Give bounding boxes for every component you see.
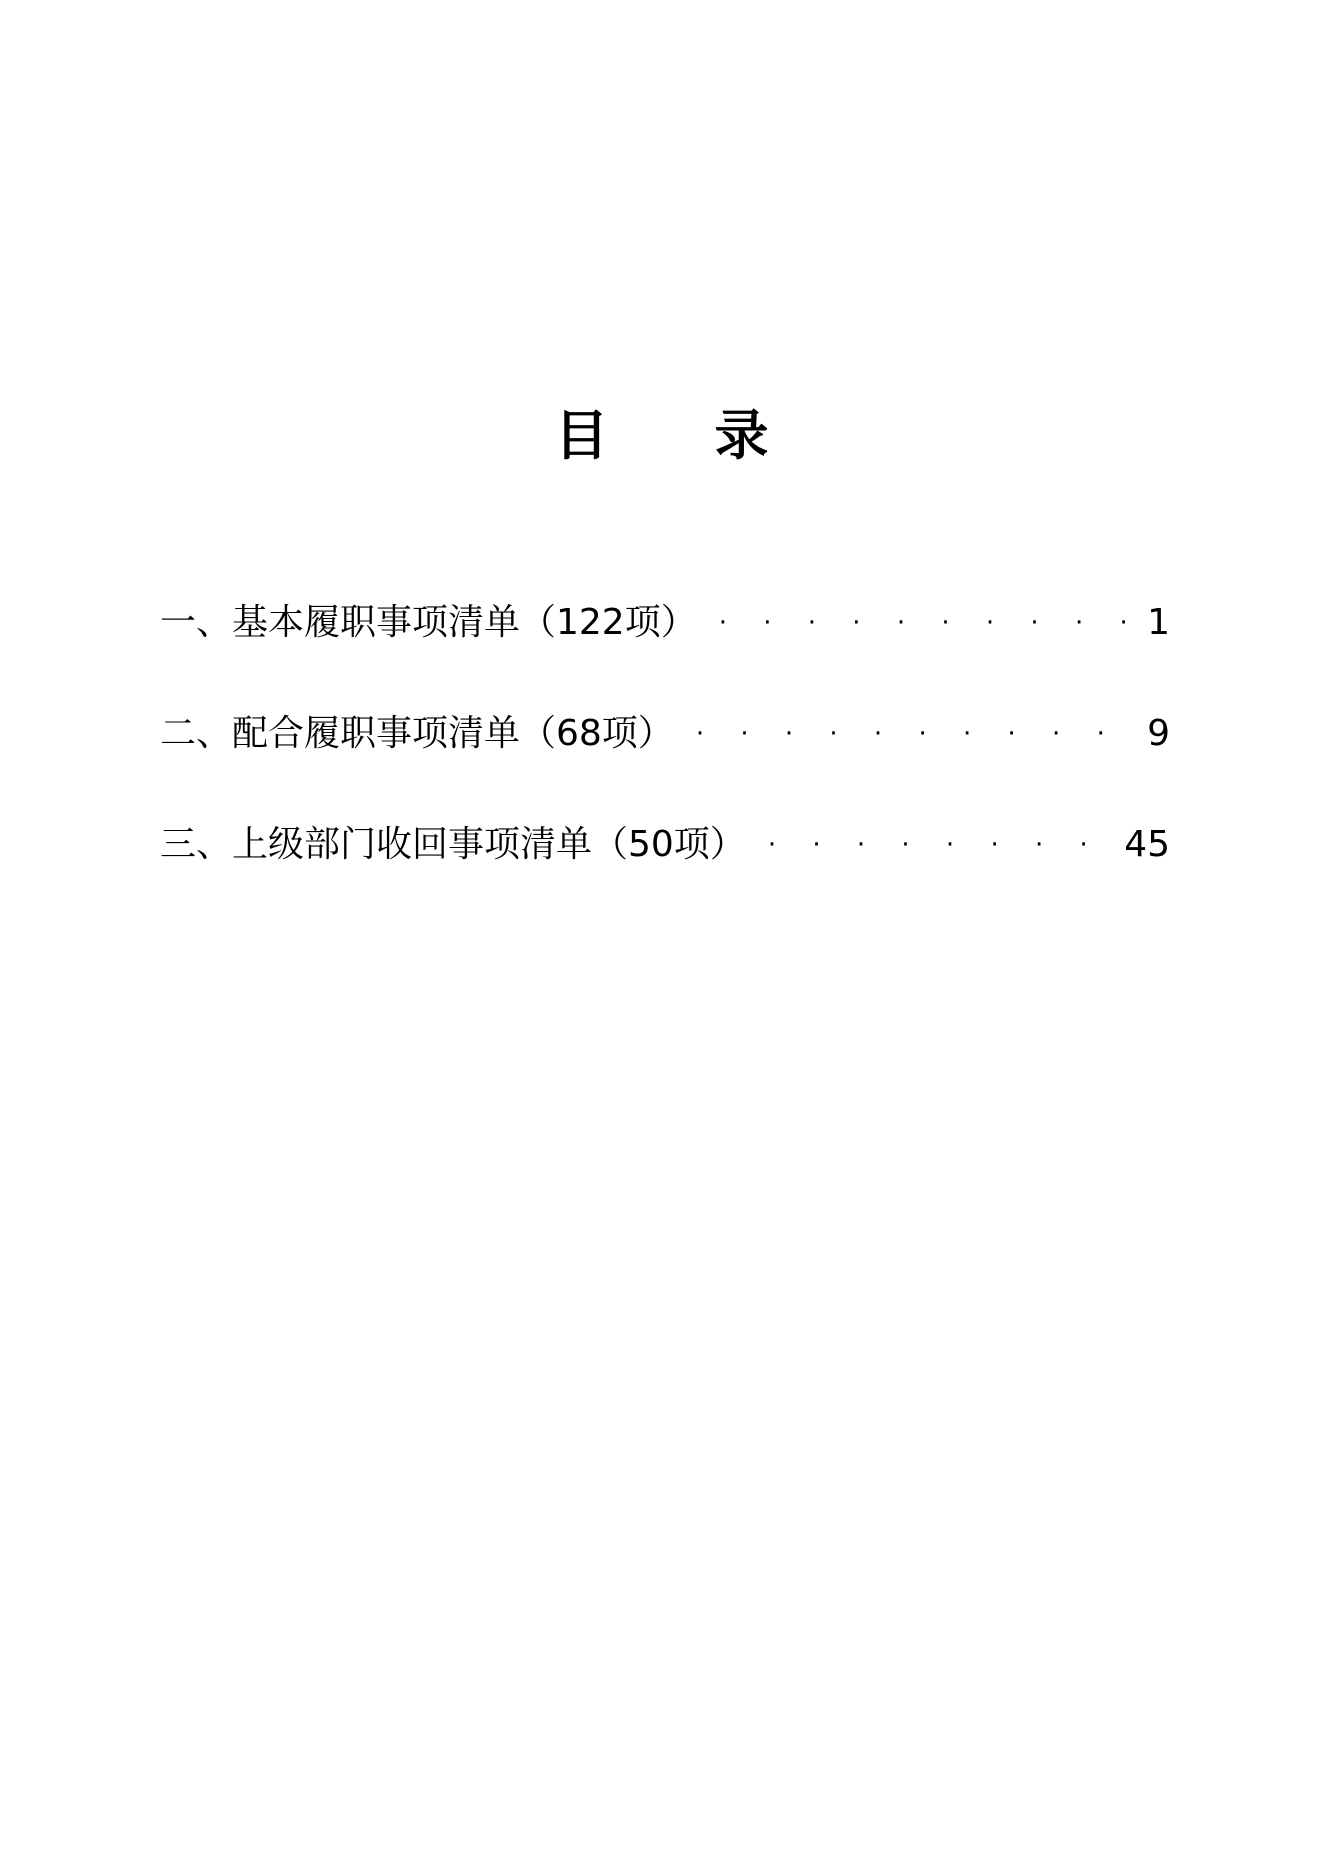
title-char-1: 目 [554, 403, 609, 467]
toc-page-number: 9 [1147, 713, 1170, 754]
toc-entry-reclaimed-items[interactable] [160, 817, 1170, 873]
toc-page-number: 1 [1147, 602, 1170, 643]
dot-leader [768, 817, 1116, 873]
toc-page-number: 45 [1124, 824, 1170, 865]
toc-entry-cooperative-duties[interactable] [160, 706, 1170, 762]
dot-leader [719, 595, 1139, 651]
page-title [0, 400, 1323, 470]
title-char-2: 录 [714, 403, 769, 467]
toc-entry-label: 二、配合履职事项清单（68项） [160, 713, 674, 754]
toc-entry-label: 三、上级部门收回事项清单（50项） [160, 824, 746, 865]
dot-leader [696, 706, 1139, 762]
toc-entry-basic-duties[interactable] [160, 595, 1170, 651]
table-of-contents [160, 595, 1170, 928]
toc-entry-label: 一、基本履职事项清单（122项） [160, 602, 697, 643]
